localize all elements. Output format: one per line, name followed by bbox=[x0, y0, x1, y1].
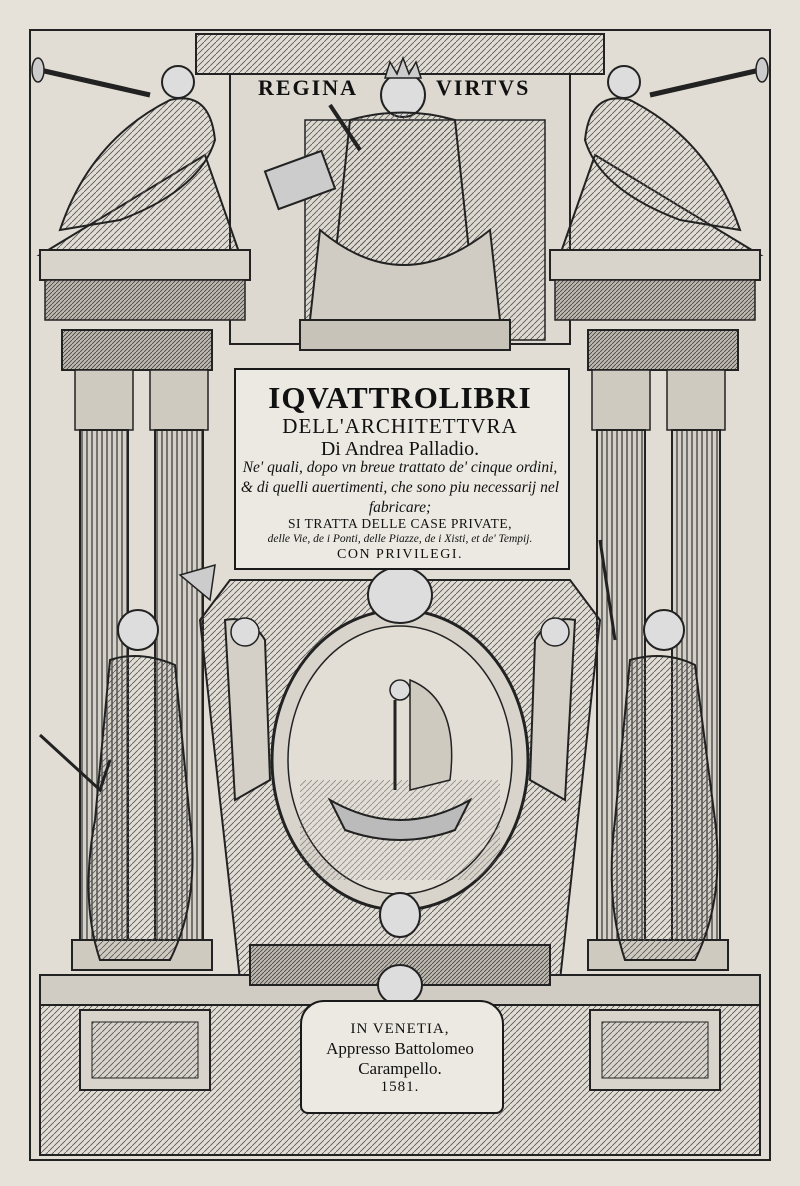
book-subtitle: DELL'ARCHITETTVRA bbox=[282, 414, 518, 438]
book-title: IQVATTROLIBRI bbox=[268, 380, 532, 415]
privilege-line: CON PRIVILEGI. bbox=[337, 547, 463, 562]
motto-regina: REGINA bbox=[258, 75, 359, 100]
motto-virtus: VIRTVS bbox=[436, 75, 531, 100]
subject-line: SI TRATTA DELLE CASE PRIVATE, bbox=[287, 516, 513, 531]
imprint-printer-line1: Appresso Battolomeo bbox=[326, 1039, 474, 1058]
imprint-place: IN VENETIA, bbox=[350, 1021, 450, 1037]
description-text: Ne' quali, dopo vn breue trattato de' cinque ordini, & di quelli auertimenti, che sono piu necessarij nel fabricare; bbox=[240, 459, 560, 516]
author-line: Di Andrea Palladio. bbox=[320, 438, 480, 460]
subject-detail: delle Vie, de i Ponti, delle Piazze, de i Xisti, et de' Tempij. bbox=[267, 533, 533, 545]
central-cartouche bbox=[200, 567, 600, 980]
imprint-printer-line2: Carampello. bbox=[358, 1059, 442, 1078]
imprint-year: 1581. bbox=[380, 1079, 420, 1095]
